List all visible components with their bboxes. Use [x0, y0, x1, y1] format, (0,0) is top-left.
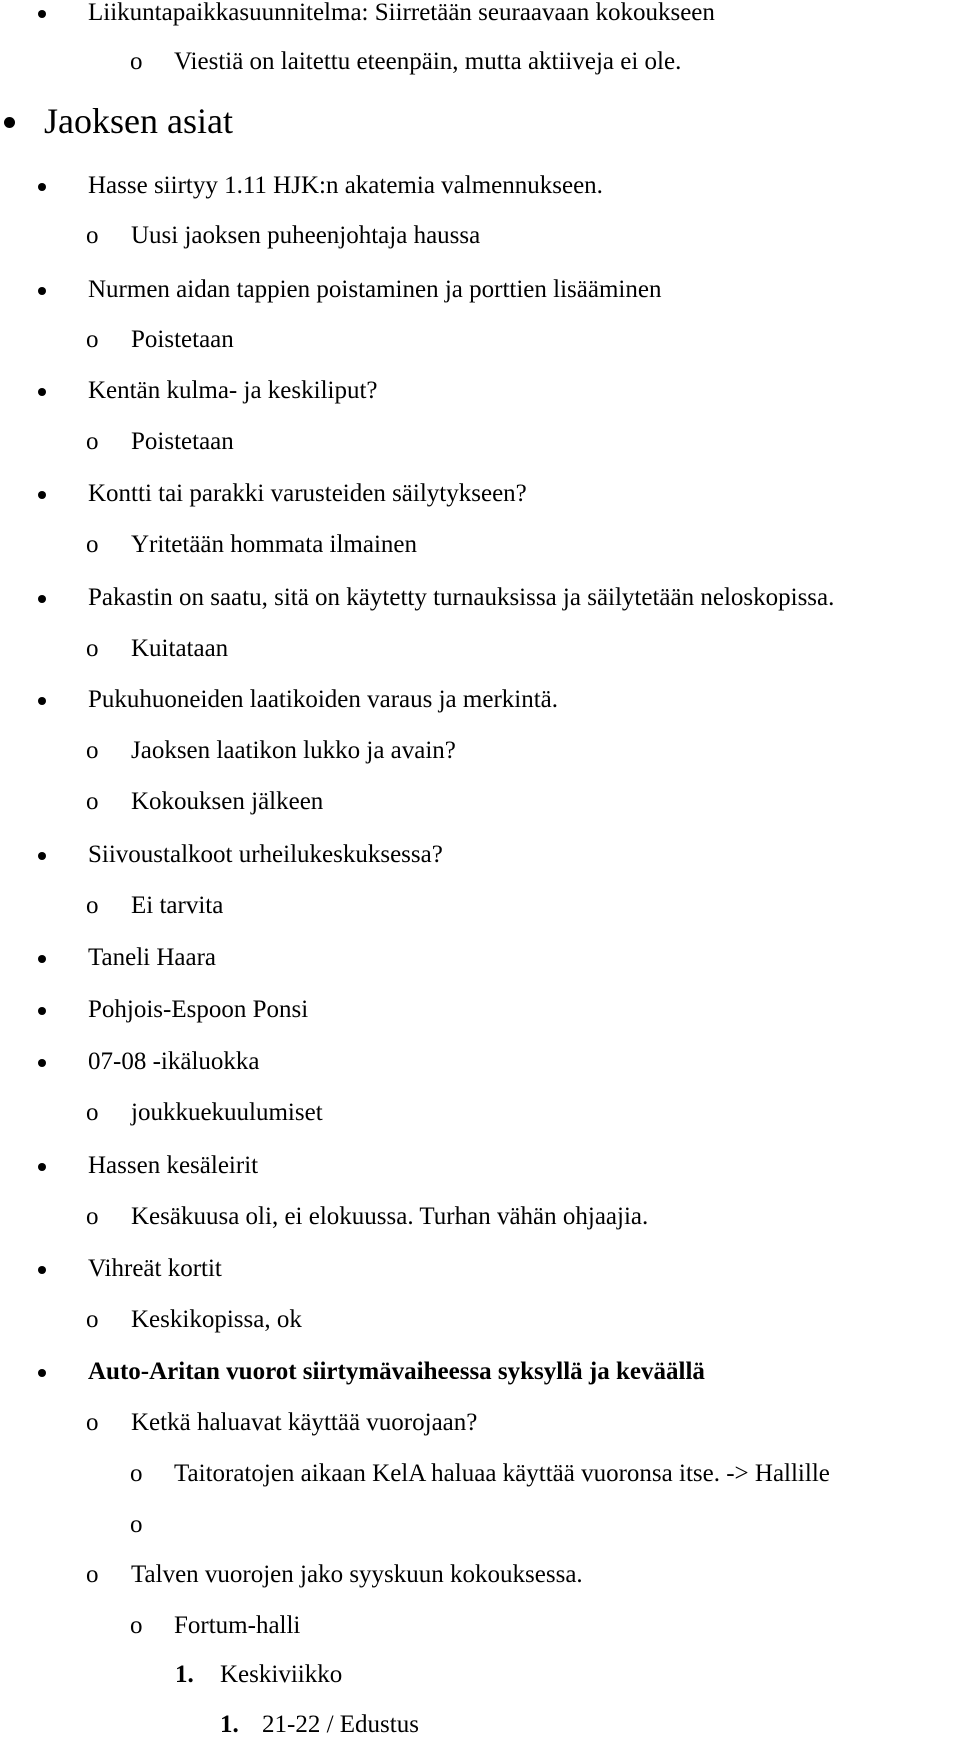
- list-item-text: Liikuntapaikkasuunnitelma: Siirretään seuraavaan kokoukseen: [88, 0, 715, 26]
- sub-bullet-marker: o: [86, 531, 99, 558]
- bullet-icon: [38, 955, 46, 963]
- sub-bullet-marker: o: [86, 892, 99, 919]
- sub-bullet-marker: o: [86, 326, 99, 353]
- bullet-icon: [38, 1266, 46, 1274]
- sub-bullet-marker: o: [86, 788, 99, 815]
- bullet-icon: [4, 117, 15, 128]
- sub-bullet-marker: o: [86, 737, 99, 764]
- sub-bullet-marker: o: [130, 1612, 143, 1639]
- bullet-icon: [38, 1007, 46, 1015]
- bullet-icon: [38, 595, 46, 603]
- list-item-text: Hassen kesäleirit: [88, 1152, 259, 1179]
- sub-bullet-marker: o: [86, 1099, 99, 1126]
- list-item-text: Yritetään hommata ilmainen: [131, 531, 418, 558]
- section-heading-text: Jaoksen asiat: [44, 101, 233, 141]
- list-item-text: Kokouksen jälkeen: [131, 788, 324, 815]
- list-item-text: Talven vuorojen jako syyskuun kokouksessa.: [131, 1561, 583, 1588]
- list-item-text: Jaoksen laatikon lukko ja avain?: [131, 737, 456, 764]
- sub-bullet-marker: o: [86, 1409, 99, 1436]
- list-item-text: Auto-Aritan vuorot siirtymävaiheessa syksyllä ja keväällä: [88, 1358, 705, 1385]
- sub-bullet-marker: o: [86, 1561, 99, 1588]
- list-item-text: Kontti tai parakki varusteiden säilytykseen?: [88, 480, 527, 507]
- list-item-text: Pakastin on saatu, sitä on käytetty turnauksissa ja säilytetään neloskopissa.: [88, 584, 835, 611]
- sub-bullet-marker: o: [130, 1460, 143, 1487]
- bullet-icon: [38, 1163, 46, 1171]
- list-item-text: Fortum-halli: [174, 1612, 301, 1639]
- list-item-text: Vihreät kortit: [88, 1255, 222, 1282]
- bullet-icon: [38, 697, 46, 705]
- list-item-text: Keskiviikko: [220, 1661, 343, 1688]
- list-item-text: Kuitataan: [131, 635, 229, 662]
- list-item-text: Kesäkuusa oli, ei elokuussa. Turhan vähän ohjaajia.: [131, 1203, 649, 1230]
- bullet-icon: [38, 491, 46, 499]
- sub-bullet-marker: o: [86, 635, 99, 662]
- list-item-text: Nurmen aidan tappien poistaminen ja porttien lisääminen: [88, 276, 662, 303]
- list-item-text: Siivoustalkoot urheilukeskuksessa?: [88, 841, 443, 868]
- list-item-text: Pohjois-Espoon Ponsi: [88, 996, 309, 1023]
- sub-bullet-marker: o: [86, 1203, 99, 1230]
- sub-bullet-marker: o: [86, 428, 99, 455]
- bullet-icon: [38, 388, 46, 396]
- sub-bullet-marker: o: [130, 48, 143, 75]
- list-item-text: Viestiä on laitettu eteenpäin, mutta aktiiveja ei ole.: [174, 48, 682, 75]
- list-number-marker: 1.: [220, 1711, 239, 1737]
- bullet-icon: [38, 1059, 46, 1067]
- list-item-text: Pukuhuoneiden laatikoiden varaus ja merkintä.: [88, 686, 559, 713]
- list-item-text: Ei tarvita: [131, 892, 224, 919]
- list-item-text: Kentän kulma- ja keskiliput?: [88, 377, 378, 404]
- list-item-text: Poistetaan: [131, 326, 234, 353]
- bullet-icon: [38, 183, 46, 191]
- list-item-text: Taitoratojen aikaan KelA haluaa käyttää vuoronsa itse. -> Hallille: [174, 1460, 830, 1487]
- list-item-text: 21-22 / Edustus: [262, 1711, 419, 1737]
- sub-bullet-marker: o: [86, 222, 99, 249]
- list-item-text: joukkuekuulumiset: [131, 1099, 323, 1126]
- list-item-text: Keskikopissa, ok: [131, 1306, 302, 1333]
- bullet-icon: [38, 1369, 46, 1377]
- bullet-icon: [38, 10, 46, 18]
- sub-bullet-marker: o: [86, 1306, 99, 1333]
- list-item-text: Poistetaan: [131, 428, 234, 455]
- bullet-icon: [38, 852, 46, 860]
- list-number-marker: 1.: [175, 1661, 194, 1688]
- list-item-text: 07-08 -ikäluokka: [88, 1048, 260, 1075]
- list-item-text: Hasse siirtyy 1.11 HJK:n akatemia valmennukseen.: [88, 172, 603, 199]
- list-item-text: Taneli Haara: [88, 944, 217, 971]
- bullet-icon: [38, 287, 46, 295]
- sub-bullet-marker: o: [130, 1511, 143, 1538]
- list-item-text: Ketkä haluavat käyttää vuorojaan?: [131, 1409, 478, 1436]
- list-item-text: Uusi jaoksen puheenjohtaja haussa: [131, 222, 481, 249]
